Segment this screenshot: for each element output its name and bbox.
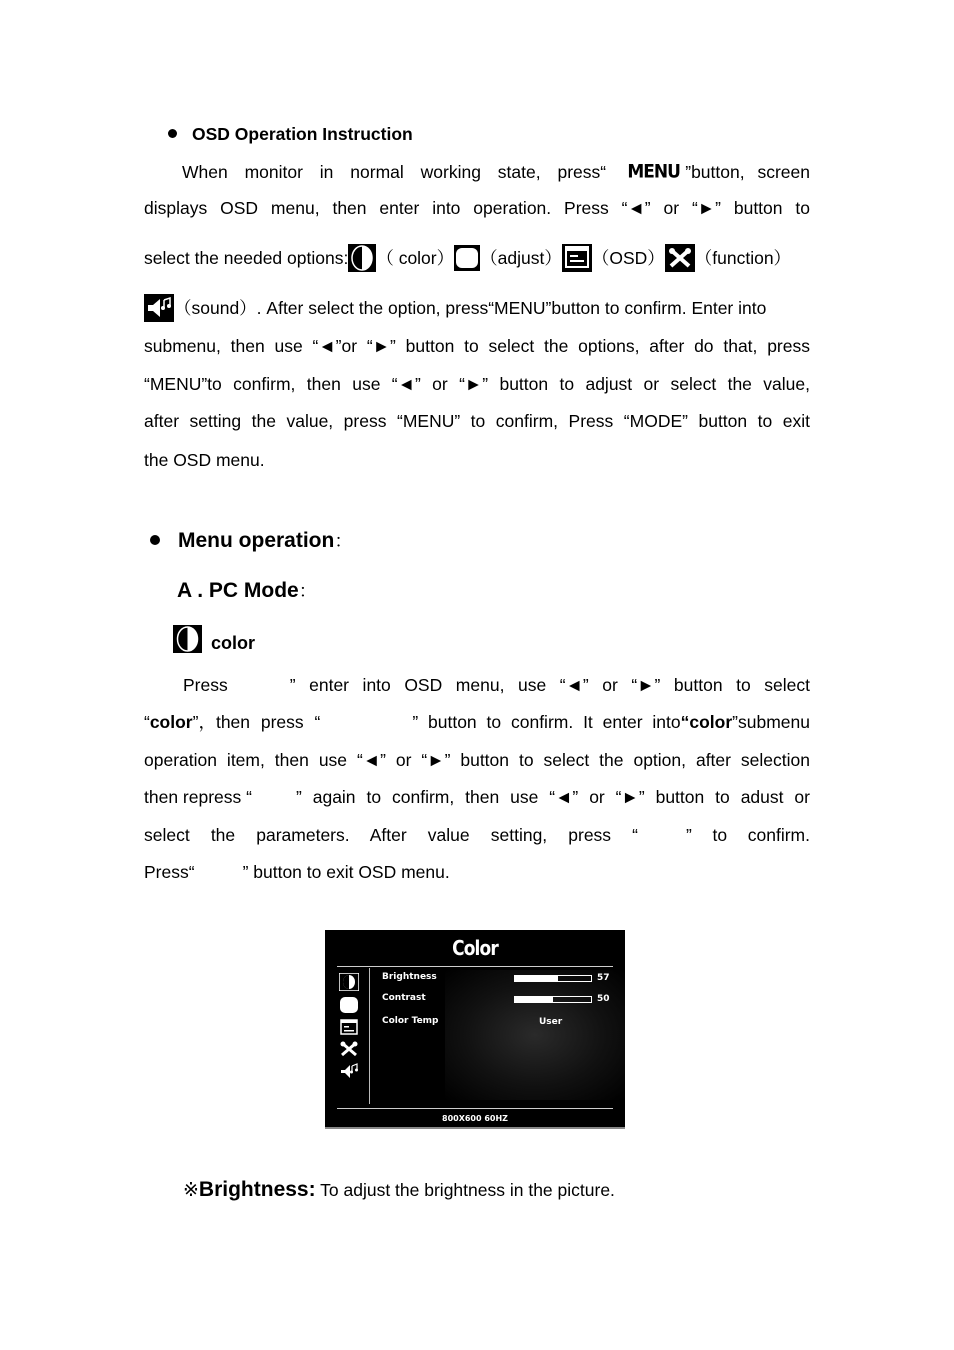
osd-row-label: Color Temp	[382, 1016, 439, 1026]
osd-screenshot	[325, 930, 625, 1129]
brightness-description: To adjust the brightness in the picture.	[315, 1180, 615, 1200]
osd-osd-icon	[339, 1018, 359, 1036]
para1-line1-a: When monitor in normal working state, press“	[182, 162, 607, 182]
para2-line2-f: ”submenu	[732, 712, 810, 732]
option-adjust-label: （adjust）	[480, 248, 562, 268]
color-icon	[173, 625, 202, 653]
para2-line5-b: ” to confirm.	[686, 825, 810, 845]
para1-line7: after setting the value, press “MENU” to confirm, Press “MODE” button to exit	[144, 411, 810, 431]
para2-line6-b: ” button to exit OSD menu.	[242, 862, 450, 882]
para2-line2-left	[144, 710, 320, 734]
osd-title: Color	[452, 936, 498, 960]
para2-line2-color2: “color	[680, 712, 733, 732]
osd-brightness-bar	[514, 975, 592, 982]
para2-line5-a: select the parameters. After value setting, press “	[144, 825, 638, 845]
para1-line8: the OSD menu.	[144, 450, 265, 470]
menu-operation-title: Menu operation	[178, 529, 335, 552]
section-heading-menu	[178, 527, 352, 553]
para1-line1	[144, 160, 810, 184]
section-heading-osd: OSD Operation Instruction	[192, 124, 413, 144]
osd-row-label: Brightness	[382, 972, 437, 982]
para2-line2-a: “	[144, 712, 150, 732]
osd-function-icon	[339, 1040, 359, 1058]
color-icon	[348, 244, 376, 272]
adjust-icon	[454, 245, 480, 271]
para1-line5: submenu, then use “◄”or “►” button to select the options, after do that, press	[144, 336, 810, 356]
para2-line6	[144, 860, 810, 884]
para2-line3: operation item, then use “◄” or “►” button to select the option, after selection	[144, 750, 810, 770]
para2-line1	[144, 673, 810, 697]
para2-line4-a: then repress “	[144, 787, 252, 807]
subheading-pc-mode	[177, 577, 317, 603]
item-color-heading: color	[211, 633, 256, 653]
pc-mode-title: A . PC Mode	[177, 579, 299, 602]
osd-row-value: 50	[597, 994, 610, 1004]
osd-row-label: Contrast	[382, 993, 426, 1003]
para2-line2-c: ”，then press “	[192, 712, 321, 732]
para2-line2	[144, 710, 810, 734]
osd-color-icon	[339, 973, 359, 991]
osd-brightness-fill	[515, 976, 558, 981]
osd-row-value: User	[539, 1017, 563, 1027]
osd-divider-top	[337, 966, 613, 967]
para2-line6-a: Press“	[144, 862, 195, 882]
para2-line2-d: ” button to confirm. It enter into	[412, 712, 681, 732]
brightness-term: Brightness:	[198, 1178, 316, 1201]
menu-operation-colon: ：	[334, 531, 353, 551]
option-color-label: （ color）	[376, 248, 455, 268]
para1-line4	[144, 294, 810, 322]
para2-line5	[144, 823, 810, 847]
para1-line1-text	[144, 160, 622, 184]
osd-background-glow	[445, 970, 625, 1100]
para2-line4-b: ” again to confirm, then use “◄” or “►” button to adust or	[295, 787, 810, 807]
osd-contrast-fill	[515, 997, 553, 1002]
menu-icon: MENU	[627, 161, 680, 183]
option-function-label: （function）	[694, 248, 792, 268]
reference-mark: ※	[183, 1180, 199, 1201]
para1-line4-text: （sound）. After select the option, press“MENU”button to confirm. Enter into	[174, 298, 767, 318]
para2-line1-b: ” enter into OSD menu, use “◄” or “►” button to select	[289, 675, 810, 695]
para1-line1-b: ”button, screen	[685, 162, 810, 182]
para2-line4	[144, 785, 810, 809]
para2-line2-color: color	[149, 712, 193, 732]
bullet	[150, 535, 160, 545]
para1-line2: displays OSD menu, then enter into operation. Press “◄” or “►” button to	[144, 198, 810, 218]
osd-row-value: 57	[597, 973, 610, 983]
osd-icon	[562, 244, 592, 272]
function-icon	[665, 244, 695, 272]
osd-adjust-icon	[339, 996, 359, 1014]
para1-line6: “MENU”to confirm, then use “◄” or “►” button to adjust or select the value,	[144, 374, 810, 394]
para2-line2-right	[372, 710, 810, 734]
osd-divider-vertical	[369, 968, 370, 1104]
osd-divider-bottom	[337, 1108, 613, 1109]
pc-mode-colon: ：	[298, 581, 317, 601]
bullet	[168, 129, 177, 138]
para1-line3-start: select the needed options:	[144, 248, 349, 268]
osd-contrast-bar	[514, 996, 592, 1003]
para1-line3	[144, 244, 810, 272]
osd-sound-icon	[339, 1062, 359, 1080]
sound-icon	[144, 294, 174, 322]
osd-resolution: 800X600 60HZ	[442, 1114, 508, 1123]
option-osd-label: （OSD）	[591, 248, 665, 268]
para2-line1-a: Press	[183, 675, 228, 695]
brightness-note	[183, 1178, 615, 1202]
